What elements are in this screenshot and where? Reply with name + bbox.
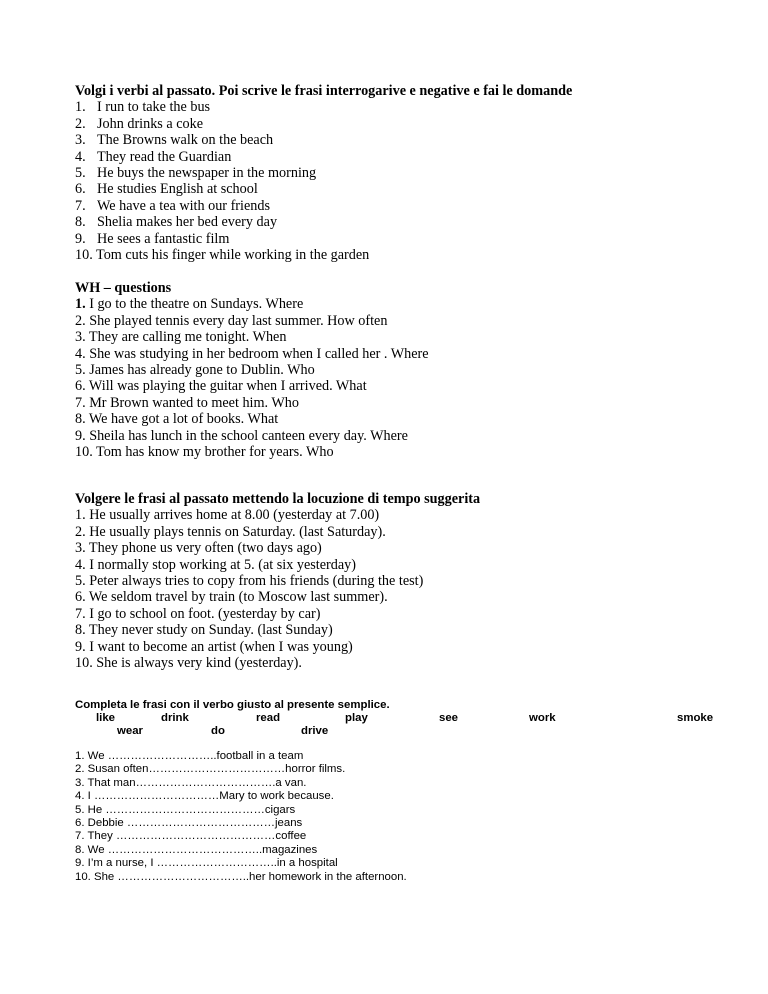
item-text: I run to take the bus [97,99,211,116]
list-item: 5. Peter always tries to copy from his friends (during the test) [75,573,424,590]
list-item [75,329,735,345]
word-bank-item: do [211,725,225,737]
list-item: 4. I ……………………………Mary to work because. [75,790,334,803]
item-text: Mr Brown wanted to meet him. Who [85,394,299,411]
item-number: 9. [75,427,86,444]
item-text: Will was playing the guitar when I arrived. What [85,378,367,395]
section4-list [75,750,407,884]
list-item: 1. We ………………………..football in a team [75,750,304,762]
list-item [75,181,735,197]
item-text: They read the Guardian [97,148,232,165]
list-item [75,395,735,411]
word-bank-item: work [529,712,556,724]
word-bank-item: wear [117,725,143,737]
item-number: 3. [75,329,86,346]
list-item: 10. She is always very kind (yesterday). [75,655,302,672]
list-item [75,247,735,263]
section3-list [75,507,735,671]
list-item: 8. We …………………………………..magazines [75,843,318,856]
word-bank-item: read [256,712,281,724]
item-text: Tom cuts his finger while working in the garden [96,247,370,264]
section1-list [75,99,735,263]
list-item [75,132,735,148]
list-item [75,362,735,378]
list-item [75,214,735,230]
list-item: 2. He usually plays tennis on Saturday. (last Saturday). [75,523,386,540]
item-text: John drinks a coke [97,115,203,132]
item-text: He buys the newspaper in the morning [97,165,317,182]
item-text: She played tennis every day last summer. How often [85,312,388,329]
list-item: 3. They phone us very often (two days ago) [75,540,322,557]
item-text: We have got a lot of books. What [85,411,279,428]
list-item [75,231,735,247]
item-text: They are calling me tonight. When [85,329,287,346]
item-number: 4. [75,345,86,362]
section1-title: Volgi i verbi al passato. Poi scrive le frasi interrogarive e negative e fai le domande [75,83,573,99]
item-number: 1. [75,296,86,313]
list-item: 7. They ……………………………………coffee [75,830,307,843]
section-wh-questions [75,280,735,460]
word-bank-item: like [96,712,115,724]
item-number: 5. [75,165,86,182]
item-text: He studies English at school [97,181,258,198]
list-item: 9. I want to become an artist (when I was young) [75,638,353,655]
list-item: 6. Debbie …………………………………jeans [75,817,303,830]
list-item [75,378,735,394]
list-item: 2. Susan often………………………………horror films. [75,763,346,776]
list-item [75,198,735,214]
item-number: 2. [75,312,86,329]
list-item [75,99,735,115]
item-number: 3. [75,132,86,149]
list-item: 10. She ……………………………..her homework in the afternoon. [75,870,407,883]
item-text: I go to the theatre on Sundays. Where [85,296,304,313]
list-item: 5. He ……………………………………cigars [75,803,296,816]
item-number: 9. [75,230,86,247]
list-item: 4. I normally stop working at 5. (at six yesterday) [75,556,356,573]
list-item: 9. I’m a nurse, I …………………………..in a hospital [75,857,338,870]
list-item: 1. He usually arrives home at 8.00 (yesterday at 7.00) [75,507,380,524]
list-item [75,346,735,362]
list-item [75,116,735,132]
item-number: 10. [75,247,93,264]
item-number: 4. [75,148,86,165]
item-number: 6. [75,181,86,198]
item-number: 7. [75,197,86,214]
word-bank-item: drink [161,712,189,724]
list-item [75,444,735,460]
word-bank-item: see [439,712,459,724]
list-item [75,296,735,312]
item-text: He sees a fantastic film [97,230,230,247]
section4-title: Completa le frasi con il verbo giusto al presente semplice. [75,699,390,711]
list-item: 6. We seldom travel by train (to Moscow last summer). [75,589,388,606]
word-bank-item: smoke [677,712,714,724]
item-text: We have a tea with our friends [97,197,270,214]
item-number: 8. [75,214,86,231]
list-item: 3. That man……………………………….a van. [75,776,307,789]
item-text: James has already gone to Dublin. Who [85,362,315,379]
section2-list [75,296,735,460]
item-text: She was studying in her bedroom when I called her . Where [85,345,429,362]
item-number: 6. [75,378,86,395]
item-text: Sheila has lunch in the school canteen every day. Where [85,427,408,444]
item-text: Shelia makes her bed every day [97,214,278,231]
item-number: 7. [75,394,86,411]
list-item: 8. They never study on Sunday. (last Sunday) [75,622,333,639]
list-item [75,313,735,329]
list-item: 7. I go to school on foot. (yesterday by car) [75,605,321,622]
item-text: The Browns walk on the beach [97,132,274,149]
list-item [75,411,735,427]
item-number: 10. [75,444,93,461]
list-item [75,149,735,165]
item-number: 5. [75,362,86,379]
list-item [75,428,735,444]
item-text: Tom has know my brother for years. Who [92,444,334,461]
list-item [75,165,735,181]
item-number: 8. [75,411,86,428]
word-bank-item: play [345,712,368,724]
word-bank-item: drive [301,725,329,737]
section-verbs-past [75,83,735,263]
section2-title: WH – questions [75,280,172,296]
section-past-time-expressions [75,491,735,671]
item-number: 1. [75,99,86,116]
item-number: 2. [75,115,86,132]
section-complete-sentences [75,699,745,883]
section3-title: Volgere le frasi al passato mettendo la locuzione di tempo suggerita [75,491,481,507]
